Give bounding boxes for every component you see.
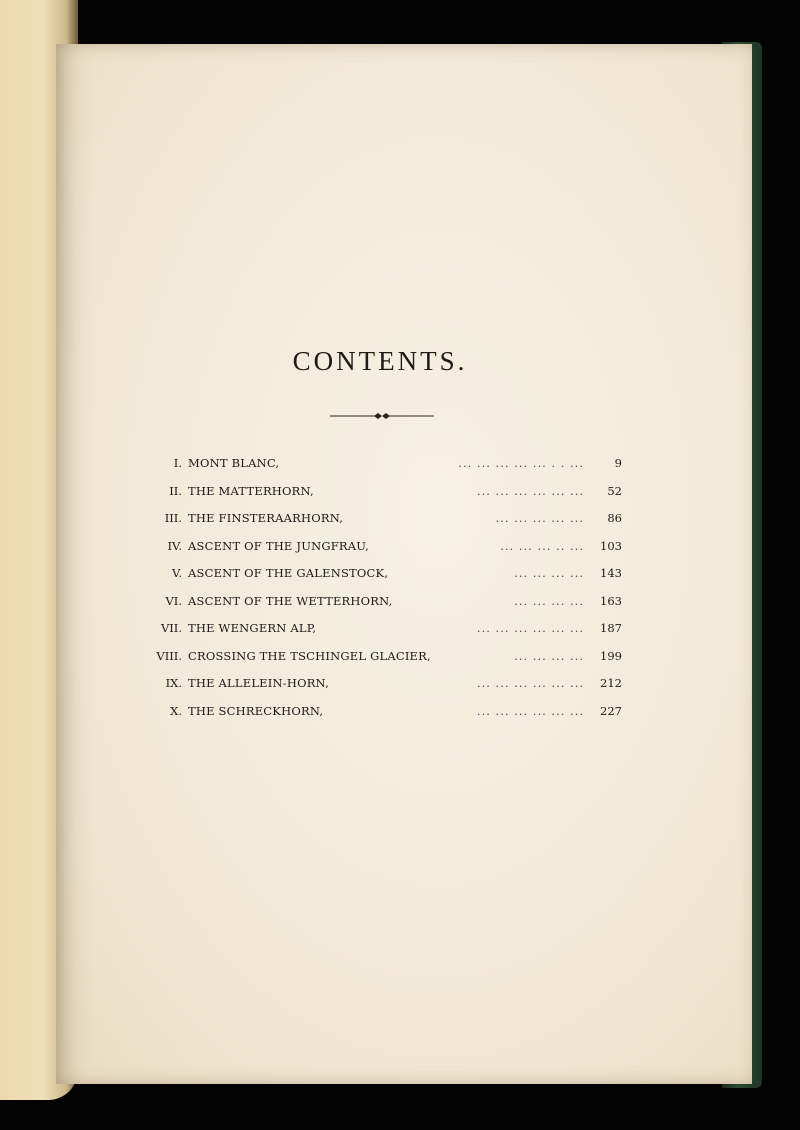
page-number: 143 [600, 566, 622, 580]
page-number: 9 [614, 456, 622, 470]
page-number: 52 [607, 483, 622, 498]
list-item[interactable] [146, 704, 622, 732]
chapter-title: THE FINSTERAARHORN, [188, 511, 344, 525]
page-number: 86 [607, 511, 622, 525]
contents-heading: CONTENTS. [292, 346, 468, 376]
page-number: 212 [600, 676, 622, 690]
chapter-number: VI. [165, 593, 182, 608]
list-item[interactable] [146, 594, 622, 622]
chapter-title: THE MATTERHORN, [188, 483, 314, 498]
dot-leader: ... ... ... ... [514, 593, 584, 608]
dot-leader: ... ... ... ... [514, 566, 584, 580]
ornament-divider [330, 410, 434, 422]
list-item[interactable] [146, 621, 622, 649]
chapter-number: X. [170, 703, 182, 718]
chapter-number: III. [164, 511, 182, 525]
dot-leader: ... ... ... ... ... ... [476, 703, 584, 718]
page-number: 187 [600, 621, 622, 635]
chapter-title: ASCENT OF THE GALENSTOCK, [188, 566, 389, 580]
dot-leader: ... ... ... ... ... ... [476, 676, 584, 690]
dot-leader: ... ... ... ... [514, 648, 584, 663]
chapter-number: I. [173, 456, 182, 470]
list-item[interactable] [146, 539, 622, 567]
chapter-number: II. [169, 483, 182, 498]
page-number: 163 [600, 593, 622, 608]
dot-leader: ... ... ... .. ... [500, 538, 584, 553]
page-number: 199 [600, 648, 622, 663]
chapter-title: CROSSING THE TSCHINGEL GLACIER, [188, 648, 431, 663]
chapter-number: V. [172, 566, 182, 580]
chapter-number: IV. [167, 538, 182, 553]
chapter-title: ASCENT OF THE JUNGFRAU, [188, 538, 369, 553]
list-item[interactable] [146, 484, 622, 512]
dot-leader: ... ... ... ... ... ... [476, 621, 584, 635]
list-item[interactable] [146, 649, 622, 677]
chapter-title: THE ALLELEIN-HORN, [188, 676, 329, 690]
contents-list [146, 456, 622, 731]
list-item[interactable] [146, 511, 622, 539]
dot-leader: ... ... ... ... ... ... [476, 483, 584, 498]
dot-leader: ... ... ... ... ... [495, 511, 584, 525]
list-item[interactable] [146, 566, 622, 594]
dot-leader: ... ... ... ... ... . . ... [458, 456, 584, 470]
list-item[interactable] [146, 676, 622, 704]
page-number: 227 [600, 703, 622, 718]
chapter-title: MONT BLANC, [188, 456, 280, 470]
chapter-number: VII. [160, 621, 182, 635]
list-item[interactable] [146, 456, 622, 484]
page-number: 103 [600, 538, 622, 553]
chapter-number: VIII. [156, 648, 182, 663]
chapter-number: IX. [165, 676, 182, 690]
chapter-title: ASCENT OF THE WETTERHORN, [188, 593, 393, 608]
chapter-title: THE SCHRECKHORN, [188, 703, 324, 718]
chapter-title: THE WENGERN ALP, [188, 621, 317, 635]
